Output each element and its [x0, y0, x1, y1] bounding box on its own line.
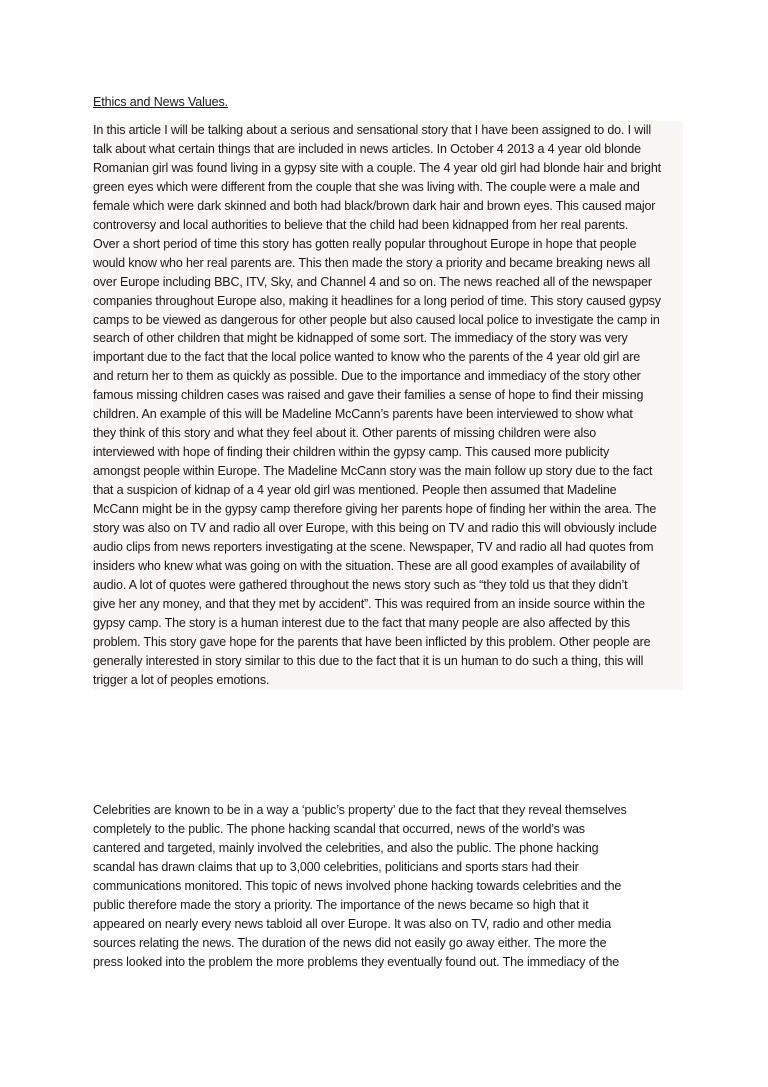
document-title: Ethics and News Values.: [93, 95, 229, 109]
text-line: gypsy camp. The story is a human interest due to the fact that many people are also affected by this: [93, 614, 683, 633]
text-line: cantered and targeted, mainly involved the celebrities, and also the public. The phone hacking: [93, 840, 599, 855]
text-line: camps to be viewed as dangerous for other people but also caused local police to investigate the camp in: [93, 311, 683, 330]
text-line: communications monitored. This topic of news involved phone hacking towards celebrities and the: [93, 878, 622, 893]
text-line: story was also on TV and radio all over Europe, with this being on TV and radio this will obviously include: [93, 519, 683, 538]
text-line: sources relating the news. The duration of the news did not easily go away either. The more the: [93, 935, 607, 950]
text-line: search of other children that might be kidnapped of some sort. The immediacy of the story was very: [93, 329, 683, 348]
text-line: famous missing children cases was raised and gave their families a sense of hope to find their missing: [93, 386, 683, 405]
text-line: problem. This story gave hope for the parents that have been inflicted by this problem. Other people are: [93, 633, 683, 652]
text-line: controversy and local authorities to believe that the child had been kidnapped from her real parents.: [93, 216, 683, 235]
text-line: audio clips from news reporters investigating at the scene. Newspaper, TV and radio all had quotes from: [93, 538, 683, 557]
text-line: trigger a lot of peoples emotions.: [93, 671, 683, 690]
text-line: green eyes which were different from the couple that she was living with. The couple were a male and: [93, 178, 683, 197]
text-line: audio. A lot of quotes were gathered throughout the news story such as “they told us that they didn’t: [93, 576, 683, 595]
text-line: companies throughout Europe also, making it headlines for a long period of time. This story caused gypsy: [93, 292, 683, 311]
text-line: In this article I will be talking about a serious and sensational story that I have been assigned to do. I will: [93, 121, 683, 140]
text-line: they think of this story and what they feel about it. Other parents of missing children were also: [93, 424, 683, 443]
text-line: talk about what certain things that are included in news articles. In October 4 2013 a 4 year old blonde: [93, 140, 683, 159]
text-line: female which were dark skinned and both had black/brown dark hair and brown eyes. This caused major: [93, 197, 683, 216]
text-line: Celebrities are known to be in a way a ‘public’s property’ due to the fact that they reveal themselves: [93, 803, 627, 817]
document-body: [93, 93, 683, 969]
text-line: insiders who knew what was going on with the situation. These are all good examples of availability of: [93, 557, 683, 576]
text-line: public therefore made the story a priority. The importance of the news became so high that it: [93, 897, 589, 912]
text-line: Over a short period of time this story has gotten really popular throughout Europe in hope that people: [93, 235, 683, 254]
text-line: interviewed with hope of finding their children within the gypsy camp. This caused more publicity: [93, 443, 683, 462]
text-line: Romanian girl was found living in a gypsy site with a couple. The 4 year old girl had blonde hair and bright: [93, 159, 683, 178]
text-line: scandal has drawn claims that up to 3,000 celebrities, politicians and sports stars had their: [93, 859, 579, 874]
paragraph-phone-hacking: [93, 801, 683, 972]
text-line: important due to the fact that the local police wanted to know who the parents of the 4 year old girl are: [93, 348, 683, 367]
text-line: over Europe including BBC, ITV, Sky, and Channel 4 and so on. The news reached all of the newspaper: [93, 273, 683, 292]
text-line: amongst people within Europe. The Madeline McCann story was the main follow up story due to the fact: [93, 462, 683, 481]
text-line: McCann might be in the gypsy camp therefore giving her parents hope of finding her within the area. The: [93, 500, 683, 519]
text-line: give her any money, and that they met by accident”. This was required from an inside source within the: [93, 595, 683, 614]
paragraph-ethics-gypsy-story: [93, 121, 683, 690]
text-line: completely to the public. The phone hacking scandal that occurred, news of the world’s was: [93, 821, 585, 836]
text-line: generally interested in story similar to this due to the fact that it is un human to do such a thing, this will: [93, 652, 683, 671]
text-line: that a suspicion of kidnap of a 4 year old girl was mentioned. People then assumed that Madeline: [93, 481, 683, 500]
text-line: press looked into the problem the more problems they eventually found out. The immediacy of the: [93, 954, 620, 969]
text-line: would know who her real parents are. This then made the story a priority and became breaking news all: [93, 254, 683, 273]
text-line: appeared on nearly every news tabloid all over Europe. It was also on TV, radio and other media: [93, 916, 612, 931]
text-line: children. An example of this will be Madeline McCann’s parents have been interviewed to show what: [93, 405, 683, 424]
text-line: and return her to them as quickly as possible. Due to the importance and immediacy of the story other: [93, 367, 683, 386]
